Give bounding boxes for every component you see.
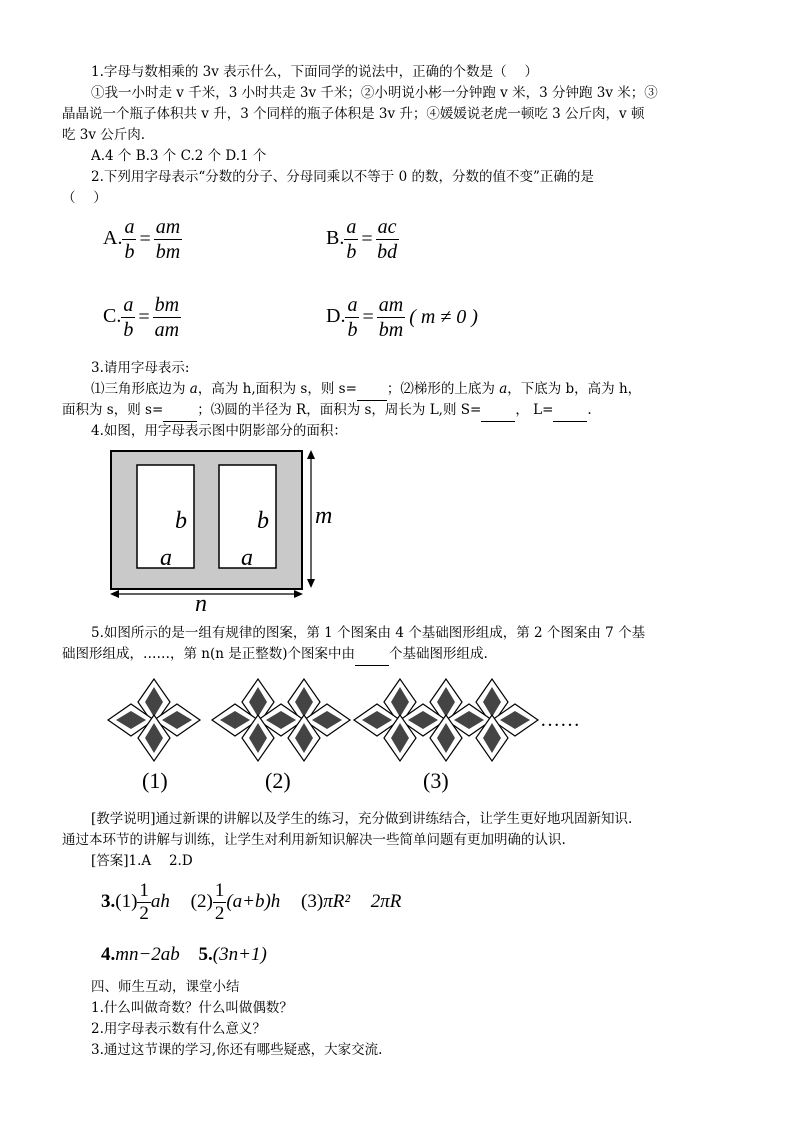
- denominator: bm: [378, 319, 404, 341]
- variable: a: [499, 381, 508, 397]
- text: ，高为 h,面积为 s，则 s=: [197, 381, 357, 397]
- numerator: am: [378, 294, 404, 316]
- fraction: [345, 293, 359, 342]
- denominator: b: [347, 319, 358, 341]
- denominator: b: [124, 241, 135, 263]
- text: 个基础图形组成.: [389, 646, 488, 662]
- text: ⑴三角形底边为: [91, 381, 190, 397]
- numerator: am: [155, 216, 181, 238]
- numerator: a: [346, 216, 357, 238]
- part-label: (1): [115, 890, 138, 912]
- label-n: n: [195, 591, 207, 615]
- ellipsis: ……: [540, 709, 580, 731]
- arrow-head: [110, 590, 119, 598]
- arrow-head: [307, 450, 315, 459]
- fraction: [213, 880, 227, 925]
- text: ， L=: [515, 402, 554, 418]
- numerator: bm: [154, 294, 180, 316]
- pattern-label-2: (2): [265, 768, 291, 793]
- label-a-right: a: [241, 545, 253, 571]
- q3-text-line: [62, 400, 592, 422]
- text: ；⑵梯形的上底为: [386, 381, 500, 397]
- denominator: 2: [139, 903, 149, 924]
- fraction: [376, 215, 399, 264]
- q2-option-c: C. $\frac{a}{b}$ = $\frac{bm}{am}$: [103, 294, 180, 341]
- numerator: 1: [214, 880, 225, 901]
- pattern-1: [108, 679, 200, 761]
- option-label: C.: [103, 305, 122, 328]
- q5-text-line: [62, 644, 488, 666]
- pattern-label-3: (3): [423, 768, 449, 793]
- teaching-note: 通过本环节的讲解与训练，让学生对利用新知识解决一些简单问题有更加明确的认识.: [62, 832, 566, 848]
- q2-bracket: （ ）: [62, 190, 107, 206]
- condition: ( m ≠ 0 ): [409, 306, 478, 328]
- part-label: (2): [190, 890, 213, 912]
- part-label: (3): [301, 890, 324, 912]
- answer-3: [101, 880, 401, 925]
- teaching-note: [教学说明]通过新课的讲解以及学生的练习，充分做到讲练结合，让学生更好地巩固新知识.: [91, 811, 633, 827]
- pattern-label-1: (1): [142, 768, 168, 793]
- text: ，下底为 b，高为 h，: [507, 381, 642, 397]
- summary-item: 3.通过这节课的学习,你还有哪些疑惑，大家交流.: [91, 1042, 383, 1058]
- q3-text-line: [91, 379, 641, 401]
- shaded-area-figure: [100, 445, 350, 615]
- answer-heading: [答案]1.A 2.D: [91, 853, 193, 869]
- q1-options: A.4 个 B.3 个 C.2 个 D.1 个: [91, 148, 267, 164]
- label-b-right: b: [257, 508, 269, 534]
- text: ；⑶圆的半径为 R，面积为 s，周长为 L,则 S=: [197, 402, 482, 418]
- label-a-left: a: [160, 545, 172, 571]
- answer-label: 5.: [198, 944, 213, 965]
- q5-stem: 5.如图所示的是一组有规律的图案，第 1 个图案由 4 个基础图形组成，第 2 个图案由 7 个基: [91, 625, 646, 641]
- expression: mn−2ab: [115, 944, 180, 965]
- fraction: [137, 880, 151, 925]
- denominator: am: [154, 319, 180, 341]
- numerator: a: [124, 216, 135, 238]
- q1-text-line: 吃 3v 公斤肉.: [62, 127, 146, 143]
- denominator: b: [123, 319, 134, 341]
- numerator: a: [347, 294, 358, 316]
- fraction: [377, 293, 405, 342]
- expression: ah: [150, 890, 170, 912]
- q4-stem: 4.如图，用字母表示图中阴影部分的面积：: [91, 423, 347, 439]
- denominator: bm: [155, 241, 181, 263]
- option-label: A.: [103, 227, 123, 250]
- section-title: 四、师生互动，课堂小结: [91, 979, 240, 995]
- numerator: ac: [377, 216, 397, 238]
- expression: (a+b)h: [226, 890, 281, 912]
- arrow-head: [294, 590, 303, 598]
- q1-text-line: ①我一小时走 v 千米，3 小时共走 3v 千米；②小明说小彬一分钟跑 v 米，3 分钟跑 3v 米；③: [91, 85, 658, 101]
- option-label: B.: [326, 227, 345, 250]
- q2-option-b: B. $\frac{a}{b}$ = $\frac{ac}{bd}$: [326, 216, 398, 263]
- expression: 2πR: [370, 890, 402, 912]
- answer-label: 4.: [101, 944, 116, 965]
- option-label: D.: [326, 305, 346, 328]
- q3-stem: 3.请用字母表示:: [91, 360, 190, 376]
- fraction: [154, 215, 182, 264]
- summary-item: 2.用字母表示数有什么意义？: [91, 1021, 266, 1037]
- q2-option-d: D. $\frac{a}{b}$ = $\frac{am}{bm}$ ( m ≠ 0 ): [326, 294, 478, 341]
- fraction: [153, 293, 181, 342]
- variable: a: [189, 381, 198, 397]
- label-m: m: [315, 503, 333, 529]
- denominator: b: [346, 241, 357, 263]
- answer-label: 3.: [101, 890, 116, 912]
- denominator: 2: [214, 903, 225, 924]
- q2-option-a: A. $\frac{a}{b}$ = $\frac{am}{bm}$: [103, 216, 181, 263]
- summary-item: 1.什么叫做奇数？什么叫做偶数？: [91, 1000, 293, 1016]
- answer-4-5: [101, 944, 267, 966]
- pattern-figure: [100, 676, 620, 796]
- q1-stem: 1.字母与数相乘的 3v 表示什么，下面同学的说法中，正确的个数是（ ）: [91, 64, 538, 80]
- q1-text-line: 晶晶说一个瓶子体积共 v 升，3 个同样的瓶子体积是 3v 升；④媛媛说老虎一顿吃 3 公斤肉，v 顿: [62, 106, 645, 122]
- text: .: [587, 402, 592, 418]
- numerator: a: [123, 294, 134, 316]
- numerator: 1: [139, 880, 149, 901]
- arrow-head: [307, 579, 315, 588]
- denominator: bd: [377, 241, 398, 263]
- fraction: [122, 215, 136, 264]
- pattern-2: [212, 679, 350, 761]
- expression: πR²: [323, 890, 351, 912]
- label-b-left: b: [175, 508, 187, 534]
- pattern-3: [354, 679, 538, 761]
- q2-stem: 2.下列用字母表示“分数的分子、分母同乘以不等于 0 的数，分数的值不变”正确的是: [91, 169, 594, 185]
- fraction: [344, 215, 358, 264]
- text: 础图形组成，……，第 n(n 是正整数)个图案中由: [62, 646, 356, 662]
- fraction: [121, 293, 135, 342]
- expression: (3n+1): [212, 944, 267, 965]
- text: 面积为 s，则 s=: [62, 402, 164, 418]
